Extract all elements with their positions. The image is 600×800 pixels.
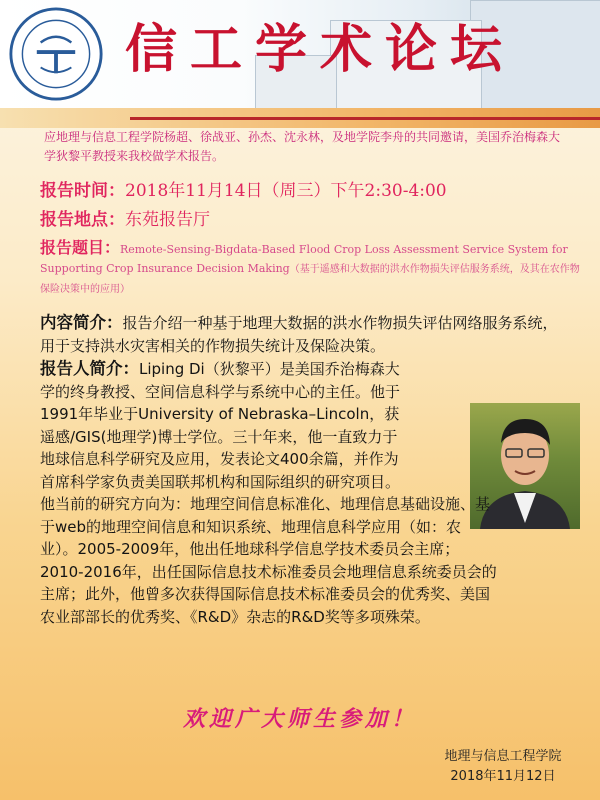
- footer-signature: [428, 747, 578, 787]
- bio-line: 遥感/GIS(地理学)博士学位。三十年来，他一直致力于: [40, 427, 398, 446]
- talk-place-value: 东苑报告厅: [125, 210, 210, 230]
- welcome-text: 欢迎广大师生参加！: [182, 706, 417, 732]
- bio-line: 1991年毕业于University of Nebraska–Lincoln，获: [40, 405, 400, 423]
- talk-topic-label: 报告题目：: [40, 238, 121, 257]
- bio-line: 他当前的研究方向为：地理空间信息标准化、地理信息基础设施、基: [40, 495, 491, 513]
- bio-line: 学的终身教授、空间信息科学与系统中心的主任。他于: [40, 382, 401, 401]
- university-logo: [8, 6, 104, 102]
- summary-section: [40, 312, 570, 357]
- bio-label: 报告人简介：: [40, 359, 139, 378]
- bio-line: 业）。2005-2009年，他出任地球科学信息学技术委员会主席；: [40, 540, 460, 558]
- talk-place: [40, 209, 210, 231]
- bio-line: 2010-2016年，出任国际信息技术标准委员会地理信息系统委员会的: [40, 562, 497, 581]
- bio-line: 主席；此外，他曾多次获得国际信息技术标准委员会的优秀奖、美国: [40, 585, 491, 603]
- talk-topic: [40, 239, 580, 298]
- summary-text: 报告介绍一种基于地理大数据的洪水作物损失评估网络服务系统，用于支持洪水灾害相关的作物损失统计及保险决策。: [40, 314, 558, 355]
- talk-time-label: 报告时间：: [40, 181, 125, 201]
- bio-section: [40, 358, 570, 628]
- bio-line: 首席科学家负责美国联邦机构和国际组织的研究项目。: [40, 472, 401, 491]
- talk-time-value: 2018年11月14日（周三）下午2:30-4:00: [125, 181, 447, 201]
- talk-time: [40, 180, 447, 202]
- summary-label: 内容简介：: [40, 313, 123, 332]
- invitation-text: 应地理与信息工程学院杨超、徐战亚、孙杰、沈永林，及地学院李舟的共同邀请，美国乔治梅森大学狄黎平教授来我校做学术报告。: [44, 130, 561, 163]
- footer-org: 地理与信息工程学院: [444, 749, 562, 764]
- poster-title: 信工学术论坛: [125, 19, 516, 80]
- bio-line: 地球信息科学研究及应用，发表论文400余篇，并作为: [40, 450, 399, 468]
- bio-line: 于web的地理空间信息和知识系统、地理信息科学应用（如：农: [40, 517, 462, 536]
- bio-line: 报告人简介：Liping Di（狄黎平）是美国乔治梅森大: [40, 359, 400, 378]
- title-underline: [130, 117, 600, 120]
- talk-place-label: 报告地点：: [40, 210, 125, 230]
- footer-date: 2018年11月12日: [450, 769, 556, 784]
- talk-topic-chinese: （基于遥感和大数据的洪水作物损失评估服务系统，及其在农作物保险决策中的应用）: [40, 264, 580, 295]
- talk-topic-english: Remote-Sensing-Bigdata-Based Flood Crop Loss Assessment Service System for Supporting Crop Insurance Decision Making: [40, 243, 568, 275]
- bio-line: 农业部部长的优秀奖、《R&D》杂志的R&D奖等多项殊荣。: [40, 607, 430, 626]
